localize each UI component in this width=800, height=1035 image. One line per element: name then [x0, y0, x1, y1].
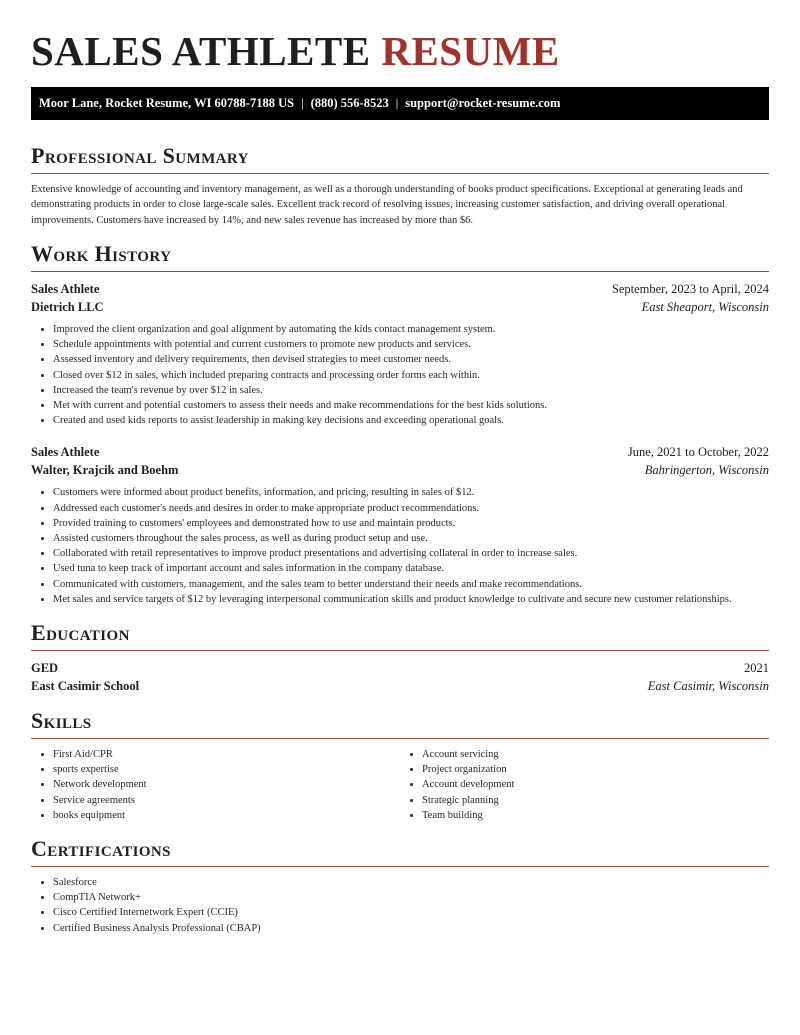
skills-list-left	[31, 747, 400, 823]
certifications-section	[31, 835, 769, 936]
list-item: • Strategic planning	[422, 793, 769, 808]
resume-title	[31, 28, 769, 74]
list-item: • Assisted customers throughout the sales process, as well as during product setup and use.	[53, 531, 769, 546]
job-location: East Sheaport, Wisconsin	[641, 299, 769, 314]
skills-section	[31, 707, 769, 823]
education-header-row	[31, 659, 769, 677]
list-item: • Cisco Certified Internetwork Expert (CCIE)	[53, 905, 769, 920]
work-history-section	[31, 240, 769, 607]
list-item: • Salesforce	[53, 875, 769, 890]
list-item: • Used tuna to keep track of important account and sales information in the company database.	[53, 561, 769, 576]
skills-list-right	[400, 747, 769, 823]
list-item: • Increased the team's revenue by over $12 in sales.	[53, 383, 769, 398]
job-company-row	[31, 461, 769, 479]
list-item: • Improved the client organization and goal alignment by automating the kids contact management system.	[53, 322, 769, 337]
job-dates: September, 2023 to April, 2024	[611, 281, 769, 296]
list-item: • First Aid/CPR	[53, 747, 400, 762]
education-year: 2021	[744, 660, 769, 675]
list-item: • Service agreements	[53, 793, 400, 808]
title-accent: RESUME	[381, 28, 560, 74]
education-location: East Casimir, Wisconsin	[647, 678, 769, 693]
list-item: • Created and used kids reports to assist leadership in making key decisions and exceeding operational goals.	[53, 413, 769, 428]
job-location: Bahringerton, Wisconsin	[644, 463, 769, 478]
contact-email: support@rocket-resume.com	[405, 96, 561, 110]
job-company-row	[31, 298, 769, 316]
education-degree: GED	[31, 660, 59, 675]
title-main: SALES ATHLETE	[31, 28, 371, 74]
contact-address: Moor Lane, Rocket Resume, WI 60788-7188 US	[39, 96, 295, 110]
list-item: • Schedule appointments with potential and current customers to promote new products and services.	[53, 337, 769, 352]
section-divider	[31, 271, 769, 272]
job-duties-list	[31, 322, 769, 428]
list-item: • Account servicing	[422, 747, 769, 762]
list-item: • books equipment	[53, 808, 400, 823]
list-item: • Closed over $12 in sales, which included preparing contracts and processing order forms each within.	[53, 368, 769, 383]
contact-separator: |	[395, 96, 399, 110]
section-heading: Professional Summary	[31, 143, 249, 168]
contact-separator: |	[301, 96, 304, 110]
list-item: • Account development	[422, 777, 769, 792]
list-item: • Project organization	[422, 762, 769, 777]
section-divider	[31, 866, 769, 867]
job-entry	[31, 280, 769, 428]
contact-phone: (880) 556-8523	[310, 96, 389, 110]
list-item: • sports expertise	[53, 762, 400, 777]
section-divider	[31, 738, 769, 739]
list-item: • Assessed inventory and delivery requirements, then devised strategies to meet customer needs.	[53, 352, 769, 367]
education-section	[31, 619, 769, 695]
job-duties-list	[31, 485, 769, 607]
list-item: • CompTIA Network+	[53, 890, 769, 905]
contact-bar	[31, 87, 769, 120]
job-entry	[31, 443, 769, 607]
section-heading: Work History	[31, 240, 172, 266]
section-divider	[31, 173, 769, 174]
section-heading: Education	[31, 619, 130, 645]
resume-page	[31, 0, 769, 936]
job-company: Dietrich LLC	[31, 299, 104, 314]
list-item: • Provided training to customers' employees and demonstrated how to use and maintain products.	[53, 516, 769, 531]
section-divider	[31, 650, 769, 651]
job-company: Walter, Krajcik and Boehm	[31, 463, 179, 478]
skills-columns	[31, 747, 769, 823]
list-item: • Network development	[53, 777, 400, 792]
section-heading: Skills	[31, 707, 92, 733]
job-dates: June, 2021 to October, 2022	[627, 445, 769, 460]
list-item: • Customers were informed about product benefits, information, and pricing, resulting in sales of $12.	[53, 485, 769, 500]
list-item: • Addressed each customer's needs and desires in order to make appropriate product recommendations.	[53, 501, 769, 516]
list-item: • Collaborated with retail representatives to improve product presentations and advertising collateral in order to increase sales.	[53, 546, 769, 561]
list-item: • Team building	[422, 808, 769, 823]
list-item: • Certified Business Analysis Professional (CBAP)	[53, 921, 769, 936]
list-item: • Met with current and potential customers to assess their needs and make recommendations for the best kids solutions.	[53, 398, 769, 413]
certifications-list	[31, 875, 769, 936]
list-item: • Communicated with customers, management, and the sales team to better understand their needs and make recommendations.	[53, 577, 769, 592]
summary-text: Extensive knowledge of accounting and inventory management, as well as a thorough understanding of books product specifications. Exceptional at generating leads and demonstrating products in order to close large-scale sales. Excellent track record of resolving issues, increasing customer satisfaction, and driving overall operational improvements. Customers have increased by 14%, and new sales revenue has increased by more than $6.	[31, 184, 743, 226]
education-school: East Casimir School	[31, 678, 140, 693]
job-header-row	[31, 443, 769, 461]
job-title: Sales Athlete	[31, 445, 100, 460]
job-header-row	[31, 280, 769, 298]
job-title: Sales Athlete	[31, 281, 100, 296]
list-item: • Met sales and service targets of $12 by leveraging interpersonal communication skills and product knowledge to cultivate and secure new customer relationships.	[53, 592, 769, 607]
summary-section	[31, 142, 769, 228]
section-heading: Certifications	[31, 835, 171, 861]
education-school-row	[31, 677, 769, 695]
